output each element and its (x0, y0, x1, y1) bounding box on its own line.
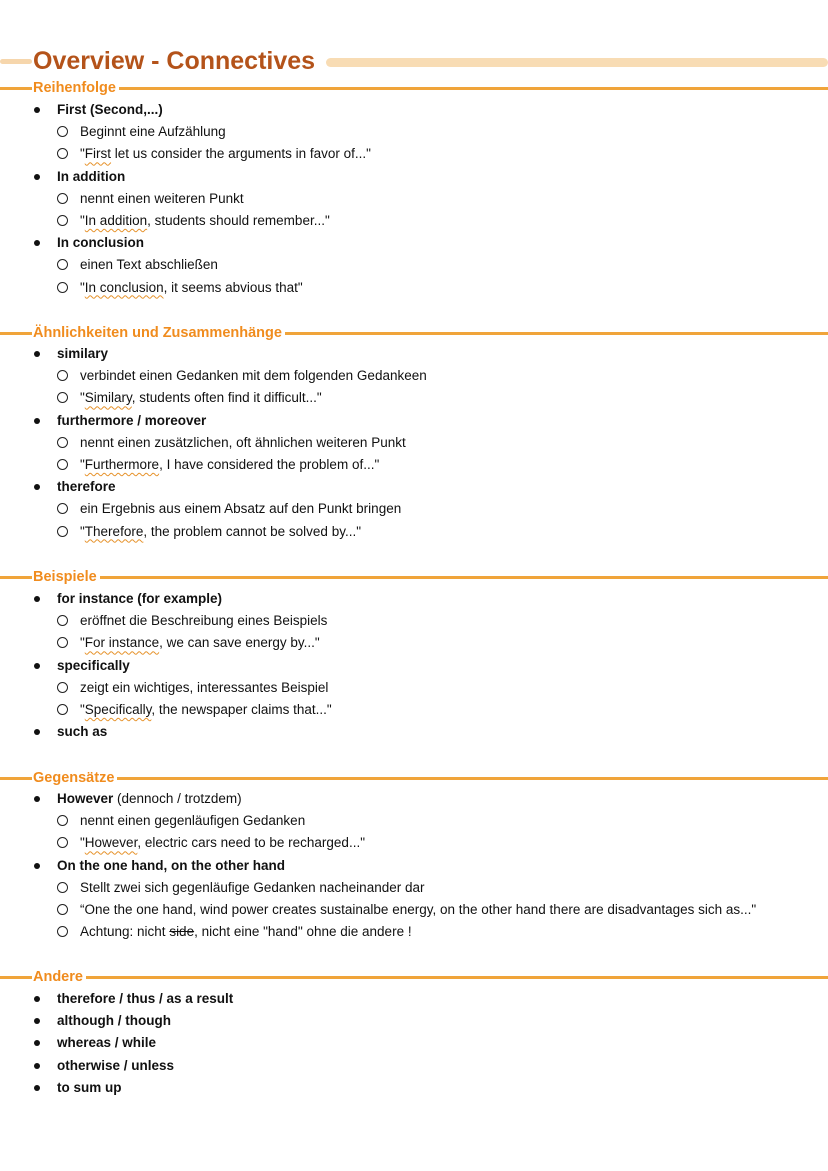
bullet-icon (34, 796, 40, 802)
spellcheck-word: Specifically (84, 701, 152, 717)
connective-term: On the one hand, on the other hand (57, 857, 285, 873)
text-fragment: " (80, 146, 85, 162)
connective-term: therefore (57, 479, 116, 495)
connective-term: similary (57, 346, 109, 361)
section-rule (0, 777, 828, 780)
section-heading-label: Ähnlichkeiten und Zusammenhänge (32, 323, 285, 343)
sub-item-text (80, 190, 244, 208)
text-fragment: nennt einen weiteren Punkt (80, 190, 244, 206)
text-fragment: , electric cars need to be recharged..." (137, 835, 365, 851)
text-fragment: nennt einen gegenläufigen Gedanken (80, 813, 306, 829)
sub-item-text (80, 901, 756, 919)
sub-item-text (80, 679, 328, 697)
sub-item-text (80, 923, 412, 941)
text-fragment: , I have considered the problem of..." (159, 456, 380, 472)
text-fragment: , nicht eine "hand" ohne die andere ! (194, 924, 412, 940)
spellcheck-word: In addition (84, 212, 148, 228)
bullet-icon (34, 596, 40, 602)
connective-term: therefore / thus / as a result (57, 991, 234, 1006)
hollow-circle-icon (57, 392, 68, 403)
bullet-icon (34, 996, 40, 1002)
hollow-circle-icon (57, 637, 68, 648)
text-fragment: Stellt zwei sich gegenläufige Gedanken nacheinander dar (80, 879, 425, 895)
section-heading (0, 768, 828, 788)
connective-note: (dennoch / trotzdem) (113, 791, 242, 806)
text-fragment: " (80, 701, 85, 717)
sub-item-text (80, 123, 226, 141)
hollow-circle-icon (57, 882, 68, 893)
hollow-circle-icon (57, 259, 68, 270)
connective-term: specifically (57, 657, 130, 673)
hollow-circle-icon (57, 193, 68, 204)
connective-term: furthermore / moreover (57, 412, 207, 428)
sub-item-text (80, 367, 427, 385)
sub-item-text (80, 456, 379, 474)
connective-label (57, 857, 285, 875)
text-fragment: let us consider the arguments in favor of..." (111, 146, 371, 162)
hollow-circle-icon (57, 148, 68, 159)
section-heading-label: Reihenfolge (32, 78, 119, 98)
connective-label (57, 590, 222, 608)
connective-term: otherwise / unless (57, 1057, 175, 1073)
bullet-icon (34, 174, 40, 180)
section-heading (0, 323, 828, 343)
text-fragment: " (80, 835, 85, 851)
text-fragment: nennt einen zusätzlichen, oft ähnlichen weiteren Punkt (80, 434, 406, 450)
text-fragment: einen Text abschließen (80, 257, 218, 273)
hollow-circle-icon (57, 437, 68, 448)
bullet-icon (34, 863, 40, 869)
hollow-circle-icon (57, 615, 68, 626)
sub-item-text (80, 389, 322, 407)
text-fragment: “One the one hand, wind power creates sustainalbe energy, on the other hand there are disadvantages sich as..." (80, 901, 757, 917)
text-fragment: " (80, 635, 85, 651)
connective-label (57, 478, 116, 496)
text-fragment: , students should remember..." (147, 212, 330, 228)
sub-item-text (80, 145, 371, 163)
hollow-circle-icon (57, 370, 68, 381)
title-trail-bar (326, 58, 828, 67)
connective-label (57, 990, 233, 1008)
connective-label (57, 790, 242, 808)
hollow-circle-icon (57, 926, 68, 937)
connective-label (57, 1034, 156, 1052)
title-row (0, 44, 828, 78)
connective-term: whereas / while (57, 1035, 157, 1051)
sub-item-text (80, 634, 320, 652)
bullet-icon (34, 1018, 40, 1024)
text-fragment: " (80, 523, 85, 539)
section-heading (0, 967, 828, 987)
hollow-circle-icon (57, 815, 68, 826)
section-heading-label: Andere (32, 967, 86, 987)
connective-label (57, 657, 130, 675)
hollow-circle-icon (57, 215, 68, 226)
text-fragment: , the problem cannot be solved by..." (143, 523, 361, 539)
connective-label (57, 101, 163, 119)
connective-term: In conclusion (57, 235, 145, 251)
sub-item-text (80, 812, 305, 830)
connective-label (57, 1012, 171, 1030)
sub-item-text (80, 701, 332, 719)
spellcheck-word: For instance (84, 635, 160, 651)
spellcheck-word: However (84, 835, 138, 851)
connective-term: for instance (for example) (57, 591, 223, 606)
hollow-circle-icon (57, 904, 68, 915)
text-fragment: " (80, 212, 85, 228)
section-heading-label: Beispiele (32, 567, 100, 587)
section-heading-label: Gegensätze (32, 768, 117, 788)
bullet-icon (34, 1063, 40, 1069)
connective-label (57, 412, 206, 430)
connective-label (57, 1079, 122, 1097)
text-fragment: verbindet einen Gedanken mit dem folgenden Gedankeen (80, 368, 427, 384)
connective-label (57, 723, 107, 741)
page-title: Overview - Connectives (33, 47, 316, 75)
hollow-circle-icon (57, 837, 68, 848)
section-heading (0, 567, 828, 587)
bullet-icon (34, 240, 40, 246)
connective-label (57, 1057, 174, 1075)
struck-word: side (169, 924, 195, 940)
text-fragment: " (80, 279, 85, 295)
section-rule (0, 87, 828, 90)
spellcheck-word: First (84, 146, 112, 162)
hollow-circle-icon (57, 704, 68, 715)
bullet-icon (34, 484, 40, 490)
text-fragment: zeigt ein wichtiges, interessantes Beispiel (80, 679, 329, 695)
hollow-circle-icon (57, 282, 68, 293)
connective-term: although / though (57, 1013, 171, 1029)
sub-item-text (80, 612, 327, 630)
hollow-circle-icon (57, 126, 68, 137)
sub-item-text (80, 834, 365, 852)
connective-label (57, 345, 108, 363)
bullet-icon (34, 1040, 40, 1046)
text-fragment: , the newspaper claims that..." (151, 701, 332, 717)
connective-label (57, 168, 125, 186)
sub-item-text (80, 879, 424, 897)
spellcheck-word: Therefore (84, 523, 144, 539)
spellcheck-word: Furthermore (84, 456, 160, 472)
hollow-circle-icon (57, 526, 68, 537)
spellcheck-word: Similary (84, 390, 132, 406)
bullet-icon (34, 663, 40, 669)
text-fragment: Beginnt eine Aufzählung (80, 124, 226, 140)
bullet-icon (34, 1085, 40, 1091)
connective-term: First (Second,...) (57, 102, 163, 117)
text-fragment: , we can save energy by..." (159, 635, 320, 651)
title-lead-bar (0, 59, 32, 64)
connective-term: In addition (57, 168, 126, 184)
text-fragment: " (80, 390, 85, 406)
connective-label (57, 234, 144, 252)
connective-term: However (57, 791, 114, 806)
text-fragment: , it seems abvious that" (163, 279, 303, 295)
section-rule (0, 976, 828, 979)
hollow-circle-icon (57, 682, 68, 693)
sub-item-text (80, 523, 361, 541)
bullet-icon (34, 418, 40, 424)
text-fragment: Achtung: nicht (80, 924, 170, 940)
sub-item-text (80, 256, 218, 274)
bullet-icon (34, 107, 40, 113)
sub-item-text (80, 434, 406, 452)
connective-term: such as (57, 724, 108, 740)
spellcheck-word: In conclusion (84, 279, 164, 295)
text-fragment: eröffnet die Beschreibung eines Beispiels (80, 613, 328, 629)
text-fragment: , students often find it difficult..." (131, 390, 322, 406)
hollow-circle-icon (57, 503, 68, 514)
connective-term: to sum up (57, 1079, 122, 1095)
section-rule (0, 576, 828, 579)
bullet-icon (34, 729, 40, 735)
sub-item-text (80, 500, 401, 518)
section-heading (0, 78, 828, 98)
sub-item-text (80, 279, 303, 297)
sub-item-text (80, 212, 330, 230)
hollow-circle-icon (57, 459, 68, 470)
text-fragment: ein Ergebnis aus einem Absatz auf den Punkt bringen (80, 501, 402, 517)
text-fragment: " (80, 456, 85, 472)
bullet-icon (34, 351, 40, 357)
